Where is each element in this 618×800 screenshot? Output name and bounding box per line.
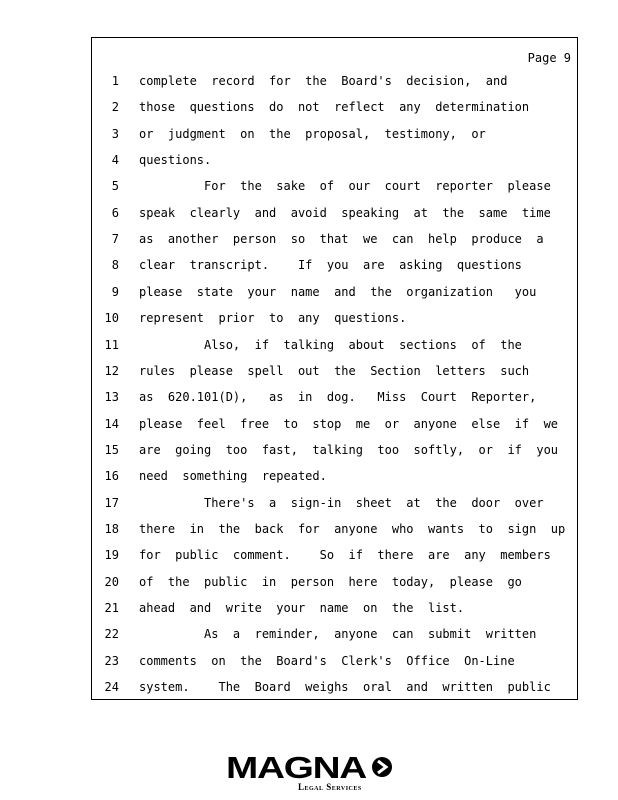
transcript-line xyxy=(92,496,579,522)
line-number: 7 xyxy=(111,232,119,247)
transcript-line xyxy=(92,285,579,311)
line-number: 21 xyxy=(104,601,119,615)
line-text: please state your name and the organization you xyxy=(139,284,537,299)
line-number: 12 xyxy=(104,363,119,378)
line-number: 10 xyxy=(104,311,119,326)
line-text: system. The Board weighs oral and written public xyxy=(139,680,551,695)
line-number: 20 xyxy=(104,574,119,589)
line-number: 13 xyxy=(104,390,119,405)
logo-tagline: Legal Services xyxy=(298,782,362,792)
transcript-line xyxy=(92,601,579,627)
line-text: or judgment on the proposal, testimony, or xyxy=(139,126,486,141)
logo-wordmark: MAGNA xyxy=(226,750,367,785)
transcript-line xyxy=(92,443,579,469)
line-text: please feel free to stop me or anyone else if we xyxy=(139,416,559,431)
line-text: speak clearly and avoid speaking at the same time xyxy=(139,205,551,220)
transcript-line xyxy=(92,548,579,574)
line-number: 5 xyxy=(111,179,119,194)
line-text: of the public in person here today, please go xyxy=(139,574,522,589)
transcript-line xyxy=(92,153,579,179)
line-number: 24 xyxy=(104,680,119,695)
line-text: Also, if talking about sections of the xyxy=(139,337,522,352)
transcript-line xyxy=(92,74,579,100)
line-text: as 620.101(D), as in dog. Miss Court Reporter, xyxy=(139,390,537,405)
transcript-line xyxy=(92,311,579,337)
line-text: for public comment. So if there are any members xyxy=(139,548,551,563)
line-number: 8 xyxy=(111,258,119,273)
line-text: rules please spell out the Section letters such xyxy=(139,363,530,378)
transcript-line xyxy=(92,206,579,232)
line-number: 16 xyxy=(104,469,119,484)
transcript-line xyxy=(92,469,579,495)
transcript-line xyxy=(92,627,579,653)
line-text: are going too fast, talking too softly, or if you xyxy=(139,442,559,457)
line-text: those questions do not reflect any determination xyxy=(139,100,530,115)
transcript-line xyxy=(92,232,579,258)
line-text: ahead and write your name on the list. xyxy=(139,601,465,615)
line-number: 23 xyxy=(104,653,119,668)
line-text: comments on the Board's Clerk's Office On-Line xyxy=(139,653,515,668)
transcript-line xyxy=(92,179,579,205)
transcript-line xyxy=(92,364,579,390)
transcript-line xyxy=(92,127,579,153)
line-text: as another person so that we can help produce a xyxy=(139,232,544,247)
transcript-line xyxy=(92,654,579,680)
line-number: 14 xyxy=(104,416,119,431)
transcript-line xyxy=(92,680,579,706)
line-number: 2 xyxy=(111,100,119,115)
transcript-line xyxy=(92,522,579,548)
line-text: For the sake of our court reporter please xyxy=(139,179,551,194)
transcript-line xyxy=(92,575,579,601)
transcript-line xyxy=(92,100,579,126)
transcript-line xyxy=(92,390,579,416)
line-text: represent prior to any questions. xyxy=(139,311,407,326)
arrow-circle-icon xyxy=(372,757,392,777)
transcript-line xyxy=(92,338,579,364)
line-text: There's a sign-in sheet at the door over xyxy=(139,495,544,510)
line-number: 19 xyxy=(104,548,119,563)
transcript-line xyxy=(92,417,579,443)
line-number: 17 xyxy=(104,495,119,510)
line-text: clear transcript. If you are asking questions xyxy=(139,258,522,273)
line-number: 22 xyxy=(104,627,119,642)
transcript-line xyxy=(92,258,579,284)
line-text: there in the back for anyone who wants to sign up xyxy=(139,521,566,536)
line-number: 11 xyxy=(104,337,119,352)
line-text: complete record for the Board's decision, and xyxy=(139,74,508,88)
line-text: need something repeated. xyxy=(139,469,327,484)
line-text: questions. xyxy=(139,153,212,168)
magna-logo xyxy=(224,748,404,796)
line-number: 18 xyxy=(104,521,119,536)
line-number: 1 xyxy=(111,74,119,88)
line-text: As a reminder, anyone can submit written xyxy=(139,627,537,642)
page-number: Page 9 xyxy=(527,51,571,65)
line-number: 9 xyxy=(111,284,119,299)
line-number: 6 xyxy=(111,205,119,220)
transcript-page xyxy=(91,37,578,700)
line-number: 4 xyxy=(111,153,119,168)
line-number: 3 xyxy=(111,126,119,141)
line-number: 15 xyxy=(104,442,119,457)
